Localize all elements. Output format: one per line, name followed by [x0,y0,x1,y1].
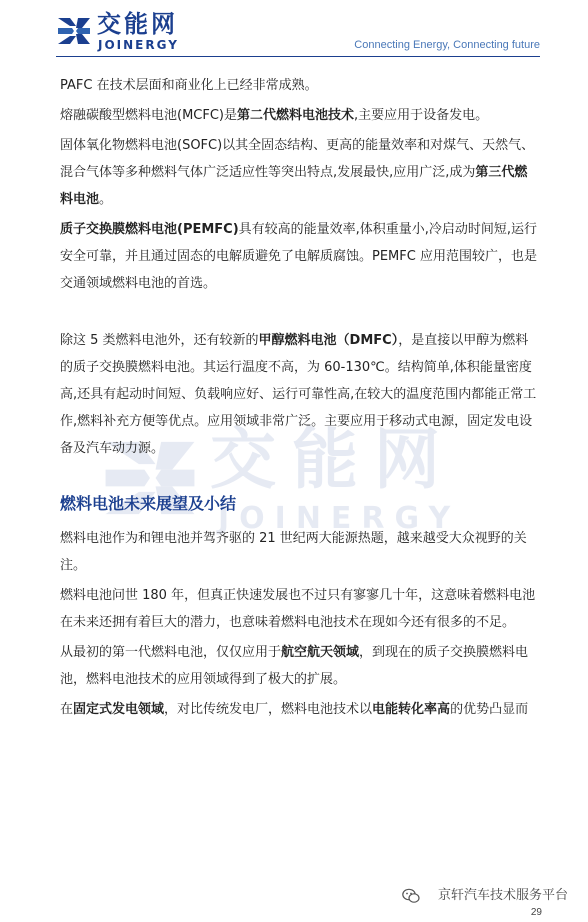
text-run: 燃料电池作为和锂电池并驾齐驱的 21 世纪两大能源热题，越来越受大众视野的关注。 [60,531,527,573]
watermark-text-chinese: 交能网 [210,421,456,498]
text-run: 具有较高的能量效率,体积重量小,冷启动时间短,运行安全可靠，并且通过固态的电解质避免了电解质腐蚀。PEMFC 应用范围较广，也是交通领域燃料电池的首选。 [60,222,538,291]
text-run: PAFC 在技术层面和商业化上已经非常成熟。 [60,78,318,93]
paragraph [60,696,540,723]
text-run: 固体氧化物燃料电池(SOFC)以其全固态结构、更高的能量效率和对煤气、天然气、混合气体等多种燃料气体广泛适应性等突出特点,发展最快,应用广泛,成为 [60,138,535,180]
paragraph [60,582,540,636]
joinergy-logo-icon [56,14,92,48]
text-run: 。 [99,192,113,207]
text-run: 除这 5 类燃料电池外，还有较新的 [60,333,259,348]
bold-text: 质子交换膜燃料电池(PEMFC) [60,222,239,237]
text-run: 燃料电池问世 180 年，但真正快速发展也不过只有寥寥几十年，这意味着燃料电池在未来还拥有着巨大的潜力，也意味着燃料电池技术在现如今还有很多的不足。 [60,588,536,630]
paragraph [60,639,540,693]
footer-source: 京轩汽车技术服务平台 [437,888,568,903]
bold-text: 甲醇燃料电池（DMFC） [258,333,399,348]
paragraph [60,525,540,579]
text-run: 的优势凸显而 [450,702,529,717]
brand-name-chinese: 交能网 [97,10,178,38]
brand-name-english: JOINERGY [98,38,179,52]
text-run: ,主要应用于设备发电。 [354,108,489,123]
watermark-text-english: JOINERGY [218,501,461,536]
text-run: 从最初的第一代燃料电池，仅仅应用于 [60,645,282,660]
paragraph [60,132,540,213]
bold-text: 第三代燃料电池 [60,165,528,207]
text-run: ，到现在的质子交换膜燃料电池，燃料电池技术的应用领域得到了极大的扩展。 [60,645,529,687]
text-run: ，是直接以甲醇为燃料的质子交换膜燃料电池。其运行温度不高，为 60-130℃。结构简单,体积能量密度高,还具有起动时间短、负载响应好、运行可靠性高,在较大的温度范围内都能正常工作,燃料补充方便等优点。应用领域非常广泛。主要应用于移动式电源，固定发电设备及汽车动力源。 [60,333,537,456]
paragraph [60,102,540,129]
page-header [0,0,588,60]
bold-text: 航空航天领域 [281,645,360,660]
section-title: 燃料电池未来展望及小结 [60,494,237,513]
header-divider [56,56,540,57]
text-run: 熔融碳酸型燃料电池(MCFC)是 [60,108,237,123]
wechat-icon [402,888,420,904]
bold-text: 第二代燃料电池技术 [237,108,355,123]
header-slogan: Connecting Energy, Connecting future [354,39,540,51]
page-number: 29 [530,907,542,918]
text-run: 在 [60,702,74,717]
paragraph [60,327,540,462]
bold-text: 固定式发电领域 [73,702,165,717]
bold-text: 电能转化率高 [372,702,451,717]
paragraph [60,216,540,297]
paragraph [60,72,540,99]
text-run: ，对比传统发电厂，燃料电池技术以 [164,702,373,717]
document-body [60,72,540,726]
